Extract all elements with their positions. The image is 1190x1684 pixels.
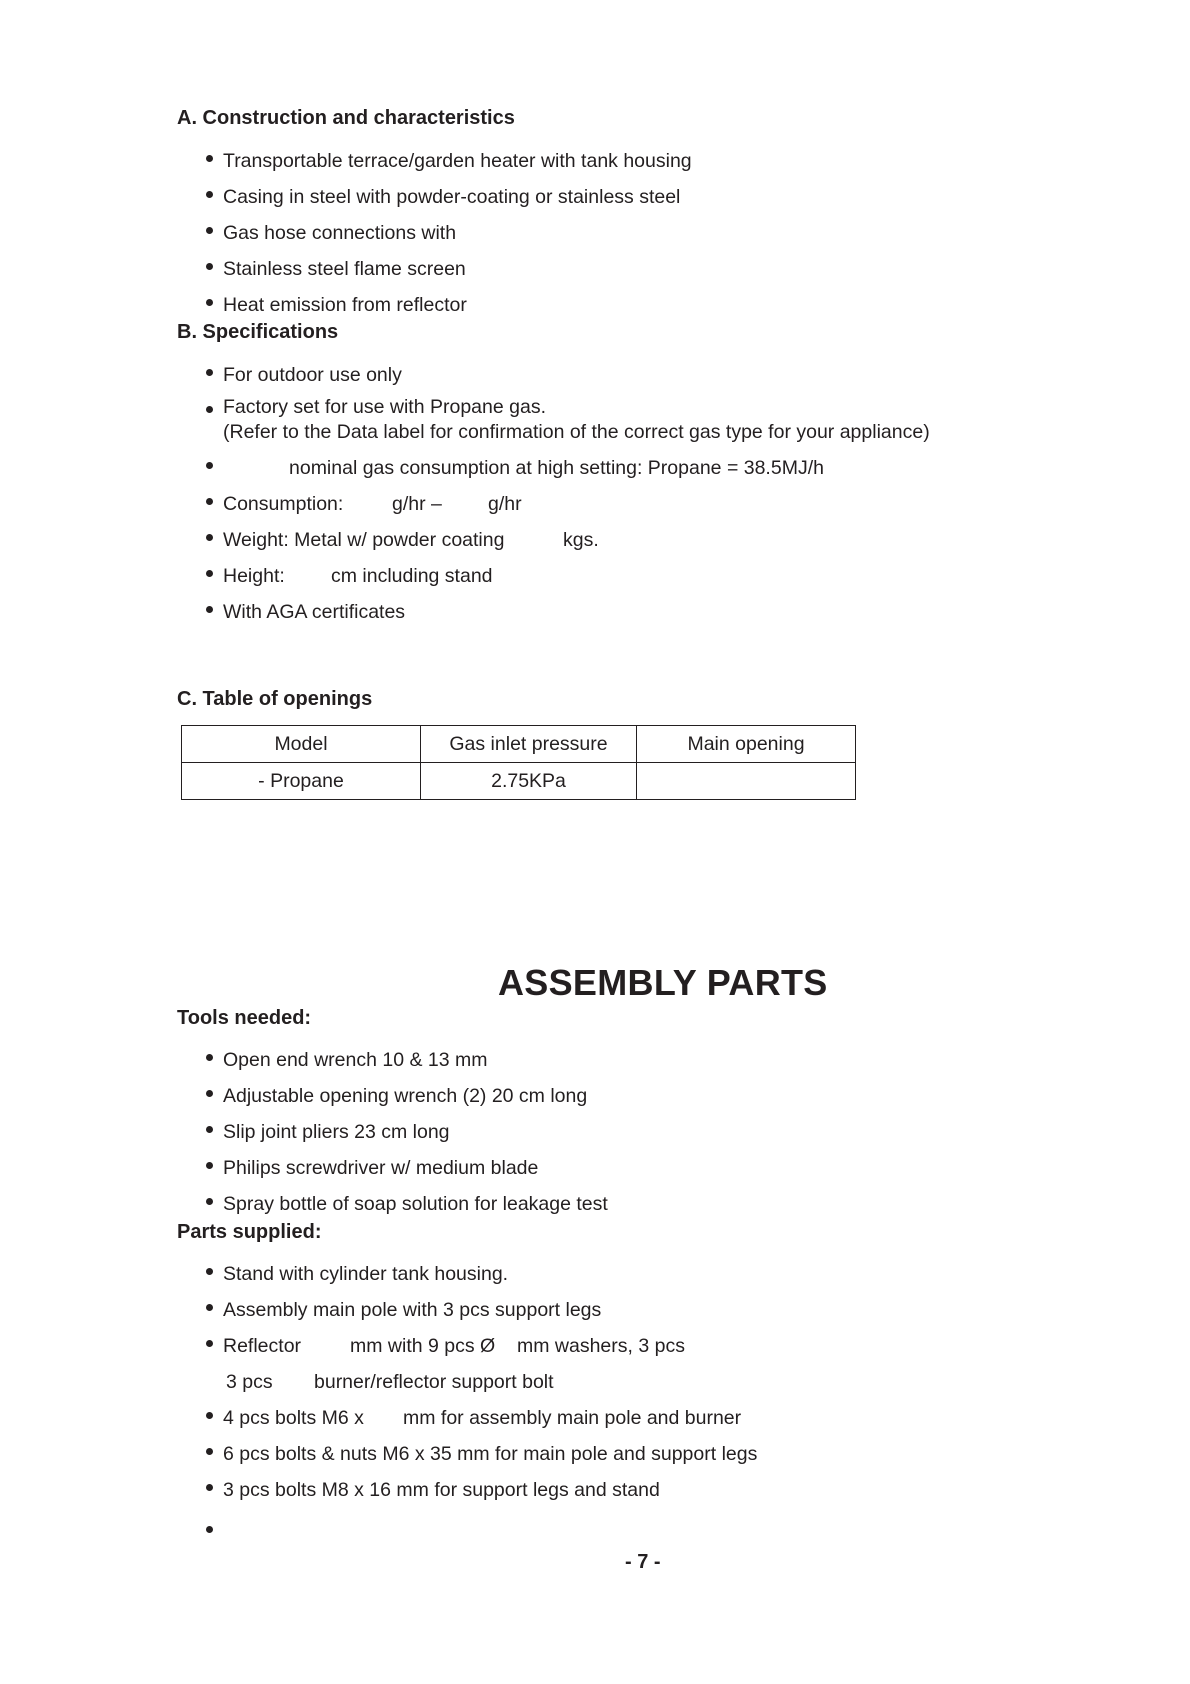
table-cell [637, 763, 856, 800]
bullet [206, 263, 213, 270]
part-item: Reflector [223, 1335, 302, 1357]
bullet [206, 406, 213, 413]
bullet [206, 1448, 213, 1455]
part-item: 6 pcs bolts & nuts M6 x 35 mm for main pole and support legs [223, 1443, 758, 1465]
bullet [206, 1126, 213, 1133]
bullet [206, 1054, 213, 1061]
table-cell: 2.75KPa [421, 763, 637, 800]
part-item: 4 pcs bolts M6 x [223, 1407, 364, 1429]
bullet [206, 227, 213, 234]
openings-table [181, 725, 856, 800]
tool-item: Slip joint pliers 23 cm long [223, 1121, 450, 1143]
spec-factory-line1: Factory set for use with Propane gas. [223, 396, 546, 418]
bullet [206, 1526, 213, 1533]
tool-item: Open end wrench 10 & 13 mm [223, 1049, 488, 1071]
bullet [206, 1162, 213, 1169]
spec-height-label: Height: [223, 565, 285, 587]
parts-heading: Parts supplied: [177, 1221, 322, 1243]
bullet [206, 462, 213, 469]
list-item: Heat emission from reflector [223, 294, 467, 316]
spec-outdoor: For outdoor use only [223, 364, 402, 386]
table-header-cell: Model [182, 726, 421, 763]
table-header-cell: Main opening [637, 726, 856, 763]
tool-item: Spray bottle of soap solution for leakage test [223, 1193, 608, 1215]
bullet [206, 155, 213, 162]
list-item: Gas hose connections with [223, 222, 457, 244]
table-header-cell: Gas inlet pressure [421, 726, 637, 763]
bullet [206, 1198, 213, 1205]
part-item: mm with 9 pcs Ø [350, 1335, 496, 1357]
section-b-heading: B. Specifications [177, 321, 339, 343]
bullet [206, 498, 213, 505]
spec-weight-unit: kgs. [563, 529, 599, 551]
bullet [206, 534, 213, 541]
page-number: - 7 - [625, 1551, 661, 1573]
spec-consumption-unit: g/hr – [392, 493, 442, 515]
part-item: burner/reflector support bolt [314, 1371, 554, 1393]
part-item: mm for assembly main pole and burner [403, 1407, 742, 1429]
bullet [206, 570, 213, 577]
table-header-row [182, 726, 856, 763]
bullet [206, 1268, 213, 1275]
part-item: mm washers, 3 pcs [517, 1335, 685, 1357]
bullet [206, 1484, 213, 1491]
tool-item: Philips screwdriver w/ medium blade [223, 1157, 539, 1179]
bullet [206, 1090, 213, 1097]
bullet [206, 299, 213, 306]
tools-heading: Tools needed: [177, 1007, 312, 1029]
part-item: Assembly main pole with 3 pcs support legs [223, 1299, 602, 1321]
spec-aga: With AGA certificates [223, 601, 406, 623]
spec-consumption-unit: g/hr [488, 493, 522, 515]
section-a-heading: A. Construction and characteristics [177, 107, 515, 129]
part-item: 3 pcs bolts M8 x 16 mm for support legs and stand [223, 1479, 660, 1501]
list-item: Stainless steel flame screen [223, 258, 466, 280]
bullet [206, 369, 213, 376]
table-cell: - Propane [182, 763, 421, 800]
spec-factory-line2: (Refer to the Data label for confirmation of the correct gas type for your appliance) [223, 421, 930, 443]
part-item: Stand with cylinder tank housing. [223, 1263, 509, 1285]
assembly-title: ASSEMBLY PARTS [498, 962, 828, 1003]
spec-height-unit: cm including stand [331, 565, 493, 587]
part-item: 3 pcs [226, 1371, 273, 1393]
list-item: Transportable terrace/garden heater with tank housing [223, 150, 692, 172]
table-row [182, 763, 856, 800]
bullet [206, 191, 213, 198]
spec-consumption-label: Consumption: [223, 493, 344, 515]
spec-weight-label: Weight: Metal w/ powder coating [223, 529, 505, 551]
spec-nominal: nominal gas consumption at high setting: Propane = 38.5MJ/h [289, 457, 824, 479]
list-item: Casing in steel with powder-coating or stainless steel [223, 186, 681, 208]
bullet [206, 606, 213, 613]
tool-item: Adjustable opening wrench (2) 20 cm long [223, 1085, 588, 1107]
section-c-heading: C. Table of openings [177, 688, 373, 710]
bullet [206, 1340, 213, 1347]
bullet [206, 1304, 213, 1311]
bullet [206, 1412, 213, 1419]
